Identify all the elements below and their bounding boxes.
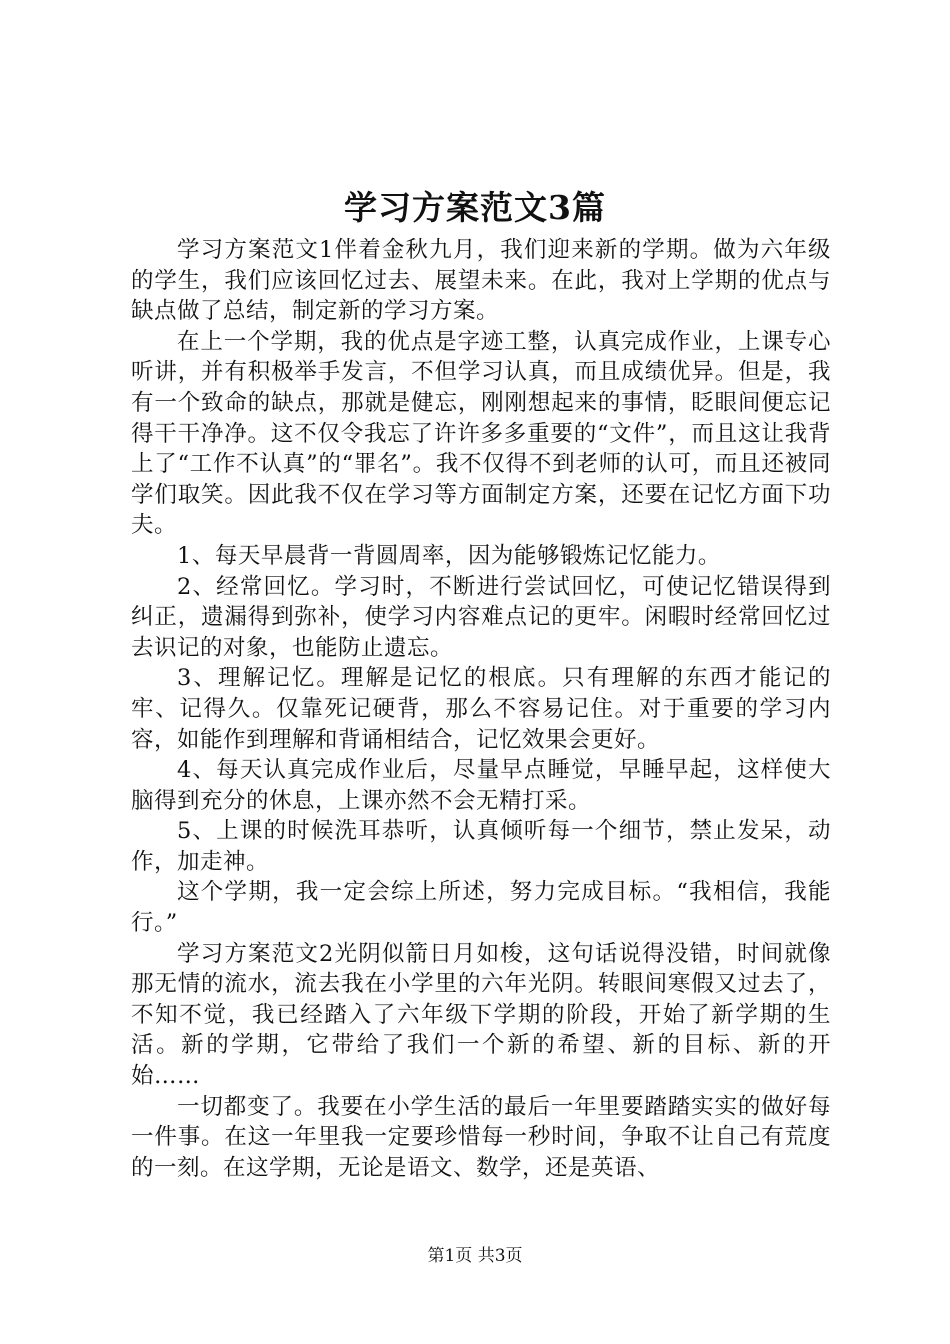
paragraph-4: 2、经常回忆。学习时，不断进行尝试回忆，可使记忆错误得到纠正，遗漏得到弥补，使学习内容难点记的更牢。闲暇时经常回忆过去识记的对象，也能防止遗忘。 [131, 573, 831, 661]
paragraph-7: 5、上课的时候洗耳恭听，认真倾听每一个细节，禁止发呆，动作，加走神。 [131, 818, 831, 875]
paragraph-2: 在上一个学期，我的优点是字迹工整，认真完成作业，上课专心听讲，并有积极举手发言，不但学习认真，而且成绩优异。但是，我有一个致命的缺点，那就是健忘，刚刚想起来的事情，眨眼间便忘记得干干净净。这不仅令我忘了许许多多重要的“文件”，而且这让我背上了“工作不认真”的“罪名”。我不仅得不到老师的认可，而且还被同学们取笑。因此我不仅在学习等方面制定方案，还要在记忆方面下功夫。 [131, 328, 831, 539]
document-body [131, 235, 831, 1183]
paragraph-3: 1、每天早晨背一背圆周率，因为能够锻炼记忆能力。 [177, 542, 721, 569]
paragraph-6: 4、每天认真完成作业后，尽量早点睡觉，早睡早起，这样使大脑得到充分的休息，上课亦然不会无精打采。 [131, 757, 831, 814]
paragraph-5: 3、理解记忆。理解是记忆的根底。只有理解的东西才能记的牢、记得久。仅靠死记硬背，那么不容易记住。对于重要的学习内容，如能作到理解和背诵相结合，记忆效果会更好。 [131, 665, 831, 753]
page-footer: 第1页 共3页 [427, 1246, 523, 1266]
paragraph-1: 学习方案范文1伴着金秋九月，我们迎来新的学期。做为六年级的学生，我们应该回忆过去、展望未来。在此，我对上学期的优点与缺点做了总结，制定新的学习方案。 [131, 237, 831, 325]
paragraph-9: 学习方案范文2光阴似箭日月如梭，这句话说得没错，时间就像那无情的流水，流去我在小学里的六年光阴。转眼间寒假又过去了，不知不觉，我已经踏入了六年级下学期的阶段，开始了新学期的生活。新的学期，它带给了我们一个新的希望、新的目标、新的开始…… [131, 940, 831, 1090]
paragraph-10: 一切都变了。我要在小学生活的最后一年里要踏踏实实的做好每一件事。在这一年里我一定要珍惜每一秒时间，争取不让自己有荒度的一刻。在这学期，无论是语文、数学，还是英语、 [131, 1093, 831, 1181]
document-title: 学习方案范文3篇 [344, 188, 606, 227]
paragraph-8: 这个学期，我一定会综上所述，努力完成目标。“我相信，我能行。” [131, 879, 831, 937]
